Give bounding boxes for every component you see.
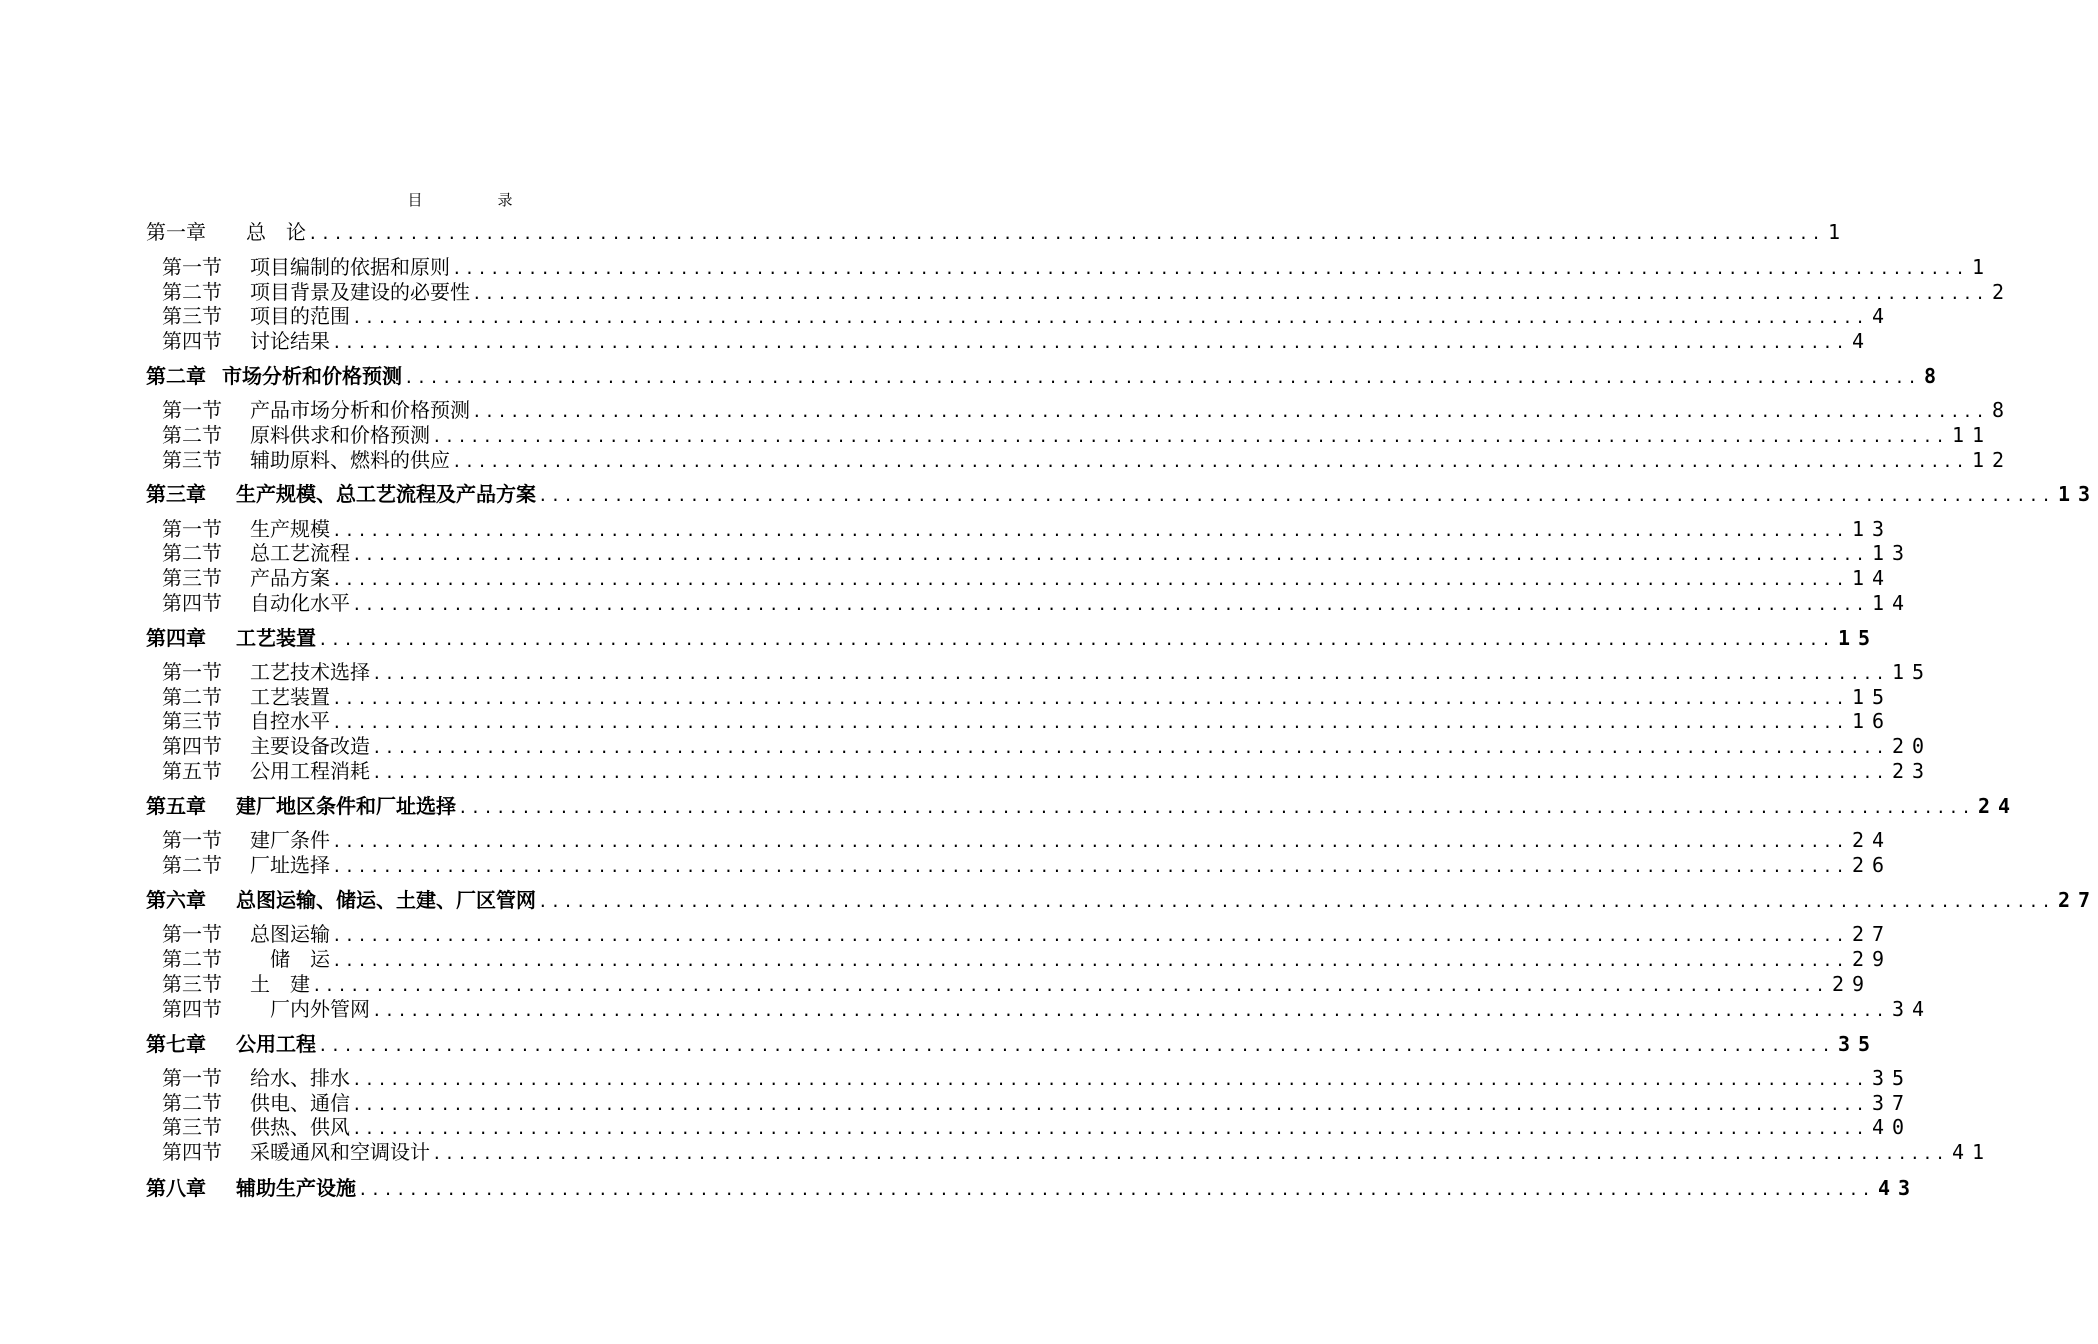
chapter-title: 总 论	[246, 220, 306, 244]
section-title: 自动化水平	[250, 591, 350, 615]
section-number: 第二节	[162, 685, 222, 709]
section-number: 第三节	[162, 709, 222, 733]
section-number: 第二节	[162, 541, 222, 565]
section-number: 第二节	[162, 1091, 222, 1115]
section-title: 项目的范围	[250, 304, 350, 328]
page-number: 24	[1851, 828, 1893, 852]
section-number: 第一节	[162, 255, 222, 279]
chapter-number: 第六章	[146, 888, 206, 912]
dot-leader: ........................................................................................................................	[432, 1144, 1948, 1163]
section-number: 第一节	[162, 922, 222, 946]
dot-leader: ........................................................................................................................	[332, 951, 1848, 970]
section-title: 项目编制的依据和原则	[250, 255, 450, 279]
dot-leader: ........................................................................................................................	[372, 763, 1888, 782]
dot-leader: ........................................................................................................................	[404, 368, 1920, 387]
dot-leader: ........................................................................................................................	[318, 630, 1834, 649]
toc-chapter-1[interactable]	[146, 220, 1848, 246]
section-title: 产品方案	[250, 566, 330, 590]
section-number: 第二节	[162, 280, 222, 304]
toc-section[interactable]	[162, 591, 1913, 617]
section-title: 厂址选择	[250, 853, 330, 877]
section-title: 辅助原料、燃料的供应	[250, 448, 450, 472]
toc-section[interactable]	[162, 972, 1873, 998]
page-number: 4	[1871, 304, 1892, 328]
page-number: 1	[1827, 220, 1848, 244]
toc-section[interactable]	[162, 541, 1913, 567]
toc-section[interactable]	[162, 566, 1893, 592]
dot-leader: ........................................................................................................................	[332, 570, 1848, 589]
page-number: 13	[1851, 517, 1893, 541]
page-number: 14	[1851, 566, 1893, 590]
chapter-title: 建厂地区条件和厂址选择	[236, 794, 456, 818]
dot-leader: ........................................................................................................................	[308, 224, 1824, 243]
section-title: 总图运输	[250, 922, 330, 946]
dot-leader: ........................................................................................................................	[332, 926, 1848, 945]
section-number: 第一节	[162, 828, 222, 852]
toc-section[interactable]	[162, 922, 1893, 948]
dot-leader: ........................................................................................................................	[332, 333, 1848, 352]
section-number: 第三节	[162, 1115, 222, 1139]
page-number: 15	[1891, 660, 1933, 684]
section-number: 第四节	[162, 734, 222, 758]
section-number: 第四节	[162, 997, 222, 1021]
section-number: 第一节	[162, 517, 222, 541]
page-number: 27	[2057, 888, 2098, 912]
dot-leader: ........................................................................................................................	[472, 284, 1988, 303]
chapter-title: 公用工程	[236, 1032, 316, 1056]
toc-section[interactable]	[162, 828, 1893, 854]
section-title: 供电、通信	[250, 1091, 350, 1115]
section-number: 第二节	[162, 947, 222, 971]
page-number: 16	[1851, 709, 1893, 733]
dot-leader: ........................................................................................................................	[312, 976, 1828, 995]
section-number: 第三节	[162, 566, 222, 590]
toc-section[interactable]	[162, 685, 1893, 711]
toc-chapter-2[interactable]	[146, 364, 1944, 390]
page-number: 15	[1851, 685, 1893, 709]
section-title: 供热、供风	[250, 1115, 350, 1139]
dot-leader: ........................................................................................................................	[458, 798, 1974, 817]
page-number: 12	[1971, 448, 2013, 472]
dot-leader: ........................................................................................................................	[352, 595, 1868, 614]
chapter-title: 市场分析和价格预测	[222, 364, 402, 388]
toc-section[interactable]	[162, 517, 1893, 543]
section-number: 第三节	[162, 304, 222, 328]
dot-leader: ........................................................................................................................	[318, 1036, 1834, 1055]
page-number: 37	[1871, 1091, 1913, 1115]
section-number: 第四节	[162, 1140, 222, 1164]
dot-leader: ........................................................................................................................	[358, 1180, 1874, 1199]
toc-section[interactable]	[162, 1066, 1913, 1092]
section-title: 工艺技术选择	[250, 660, 370, 684]
toc-title: 目 录	[407, 191, 543, 209]
page-number: 40	[1871, 1115, 1913, 1139]
section-title: 工艺装置	[250, 685, 330, 709]
page-number: 35	[1837, 1032, 1879, 1056]
page-number: 35	[1871, 1066, 1913, 1090]
dot-leader: ........................................................................................................................	[352, 1119, 1868, 1138]
page-number: 29	[1851, 947, 1893, 971]
toc-section[interactable]	[162, 1091, 1913, 1117]
toc-section[interactable]	[162, 255, 1992, 281]
section-title: 建厂条件	[250, 828, 330, 852]
section-title: 自控水平	[250, 709, 330, 733]
dot-leader: ........................................................................................................................	[352, 545, 1868, 564]
section-number: 第二节	[162, 423, 222, 447]
dot-leader: ........................................................................................................................	[538, 892, 2054, 911]
section-title: 给水、排水	[250, 1066, 350, 1090]
toc-section[interactable]	[162, 709, 1893, 735]
chapter-number: 第四章	[146, 626, 206, 650]
page-number: 8	[1991, 398, 2012, 422]
toc-chapter-5[interactable]	[146, 794, 2019, 820]
section-number: 第一节	[162, 1066, 222, 1090]
toc-chapter-8[interactable]	[146, 1176, 1919, 1202]
toc-section[interactable]	[162, 398, 2012, 424]
section-number: 第三节	[162, 448, 222, 472]
toc-section[interactable]	[162, 1115, 1913, 1141]
section-title: 主要设备改造	[250, 734, 370, 758]
section-title: 采暖通风和空调设计	[250, 1140, 430, 1164]
page-number: 26	[1851, 853, 1893, 877]
dot-leader: ........................................................................................................................	[372, 664, 1888, 683]
dot-leader: ........................................................................................................................	[472, 402, 1988, 421]
dot-leader: ........................................................................................................................	[538, 486, 2054, 505]
section-number: 第四节	[162, 591, 222, 615]
section-title: 总工艺流程	[250, 541, 350, 565]
section-number: 第二节	[162, 853, 222, 877]
toc-section[interactable]	[162, 1140, 1993, 1166]
toc-section[interactable]	[162, 448, 2013, 474]
page-number: 4	[1851, 329, 1872, 353]
section-number: 第三节	[162, 972, 222, 996]
page-number: 14	[1871, 591, 1913, 615]
dot-leader: ........................................................................................................................	[352, 1095, 1868, 1114]
page-number: 15	[1837, 626, 1879, 650]
page-number: 41	[1951, 1140, 1993, 1164]
toc-section[interactable]	[162, 853, 1893, 879]
chapter-title: 工艺装置	[236, 626, 316, 650]
page-number: 43	[1877, 1176, 1919, 1200]
chapter-title: 总图运输、储运、土建、厂区管网	[236, 888, 536, 912]
section-title: 公用工程消耗	[250, 759, 370, 783]
toc-section[interactable]	[162, 329, 1872, 355]
dot-leader: ........................................................................................................................	[352, 308, 1868, 327]
dot-leader: ........................................................................................................................	[332, 832, 1848, 851]
dot-leader: ........................................................................................................................	[332, 713, 1848, 732]
chapter-title: 生产规模、总工艺流程及产品方案	[236, 482, 536, 506]
page-number: 13	[1871, 541, 1913, 565]
page-number: 20	[1891, 734, 1933, 758]
dot-leader: ........................................................................................................................	[332, 689, 1848, 708]
section-title: 土 建	[250, 972, 310, 996]
section-number: 第一节	[162, 660, 222, 684]
chapter-number: 第八章	[146, 1176, 206, 1200]
dot-leader: ........................................................................................................................	[372, 1001, 1888, 1020]
dot-leader: ........................................................................................................................	[332, 857, 1848, 876]
dot-leader: ........................................................................................................................	[372, 738, 1888, 757]
toc-section[interactable]	[162, 423, 1993, 449]
section-title: 厂内外管网	[250, 997, 370, 1021]
section-title: 储 运	[250, 947, 330, 971]
page-number: 27	[1851, 922, 1893, 946]
section-number: 第四节	[162, 329, 222, 353]
toc-section[interactable]	[162, 734, 1933, 760]
page-number: 23	[1891, 759, 1933, 783]
dot-leader: ........................................................................................................................	[432, 427, 1948, 446]
chapter-number: 第一章	[146, 220, 206, 244]
page-number: 8	[1923, 364, 1944, 388]
toc-chapter-4[interactable]	[146, 626, 1879, 652]
chapter-number: 第三章	[146, 482, 206, 506]
section-number: 第五节	[162, 759, 222, 783]
toc-section[interactable]	[162, 997, 1933, 1023]
toc-section[interactable]	[162, 947, 1893, 973]
chapter-number: 第二章	[146, 364, 206, 388]
toc-chapter-7[interactable]	[146, 1032, 1879, 1058]
dot-leader: ........................................................................................................................	[452, 259, 1968, 278]
dot-leader: ........................................................................................................................	[452, 452, 1968, 471]
toc-section[interactable]	[162, 280, 2012, 306]
section-title: 讨论结果	[250, 329, 330, 353]
section-title: 项目背景及建设的必要性	[250, 280, 470, 304]
dot-leader: ........................................................................................................................	[332, 521, 1848, 540]
page-number: 11	[1951, 423, 1993, 447]
page-number: 29	[1831, 972, 1873, 996]
toc-section[interactable]	[162, 759, 1933, 785]
page-number: 24	[1977, 794, 2019, 818]
section-title: 生产规模	[250, 517, 330, 541]
chapter-number: 第五章	[146, 794, 206, 818]
section-number: 第一节	[162, 398, 222, 422]
section-title: 原料供求和价格预测	[250, 423, 430, 447]
toc-chapter-6[interactable]	[146, 888, 2098, 914]
chapter-number: 第七章	[146, 1032, 206, 1056]
toc-chapter-3[interactable]	[146, 482, 2098, 508]
page-number: 13	[2057, 482, 2098, 506]
page-number: 1	[1971, 255, 1992, 279]
page-number: 2	[1991, 280, 2012, 304]
chapter-title: 辅助生产设施	[236, 1176, 356, 1200]
section-title: 产品市场分析和价格预测	[250, 398, 470, 422]
page-number: 34	[1891, 997, 1933, 1021]
dot-leader: ........................................................................................................................	[352, 1070, 1868, 1089]
toc-section[interactable]	[162, 304, 1892, 330]
toc-section[interactable]	[162, 660, 1933, 686]
